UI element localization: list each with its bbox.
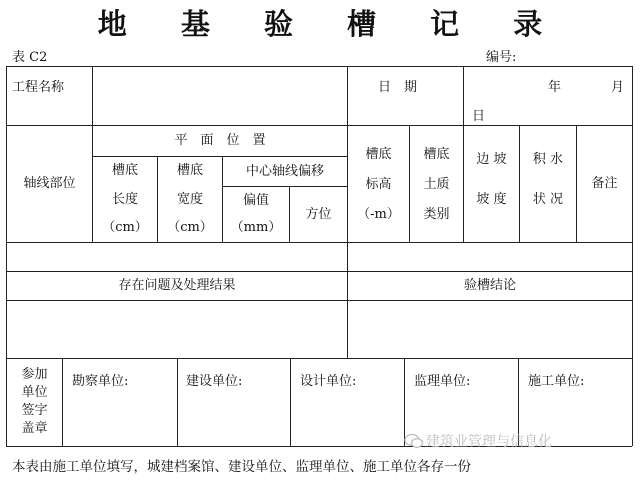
project-name-label: 工程名称 [12,80,65,95]
form-code: 表 C2 [12,50,48,65]
design-unit-label: 设计单位: [300,374,357,389]
survey-unit-label: 勘察单位: [72,374,129,389]
plane-position-header: 平 面 位 置 [174,133,266,149]
slope-header: 边 坡 坡 度 [476,152,507,208]
supervision-unit-label: 监理单位: [414,374,471,389]
footer-note: 本表由施工单位填写，城建档案馆、建设单位、监理单位、施工单位各存一份 [12,459,471,475]
project-name-field[interactable] [93,67,346,124]
remarks-header: 备注 [591,176,618,192]
wechat-logo-icon [404,433,424,449]
date-day-label: 日 [472,109,486,124]
date-label: 日 期 [378,80,418,95]
bottom-width-header: 槽底 宽度 （cm） [167,163,213,236]
issues-field[interactable] [7,301,347,358]
elevation-header: 槽底 标高 （-m） [357,147,400,223]
date-year-label: 年 [548,80,562,95]
water-header: 积 水 状 况 [532,152,564,208]
conclusion-label: 验槽结论 [463,278,516,294]
watermark-text: 建筑业管理与信息化 [426,434,552,450]
conclusion-field[interactable] [348,301,632,358]
direction-header: 方位 [305,206,332,222]
issues-label: 存在问题及处理结果 [118,278,236,294]
bottom-length-header: 槽底 长度 （cm） [102,163,148,236]
axis-position-header: 轴线部位 [23,176,76,192]
form-title: 地 基 验 槽 记 录 [97,7,565,41]
data-row[interactable] [7,243,632,271]
date-month-label: 月 [611,80,625,95]
contractor-unit-label: 施工单位: [528,374,585,389]
owner-unit-label: 建设单位: [186,374,243,389]
soil-type-header: 槽底 土质 类别 [423,147,450,223]
number-label: 编号: [486,50,517,65]
participants-label: 参加 单位 签字 盖章 [21,367,48,437]
center-offset-header: 中心轴线偏移 [245,163,324,179]
offset-value-header: 偏值 （mm） [230,192,282,236]
